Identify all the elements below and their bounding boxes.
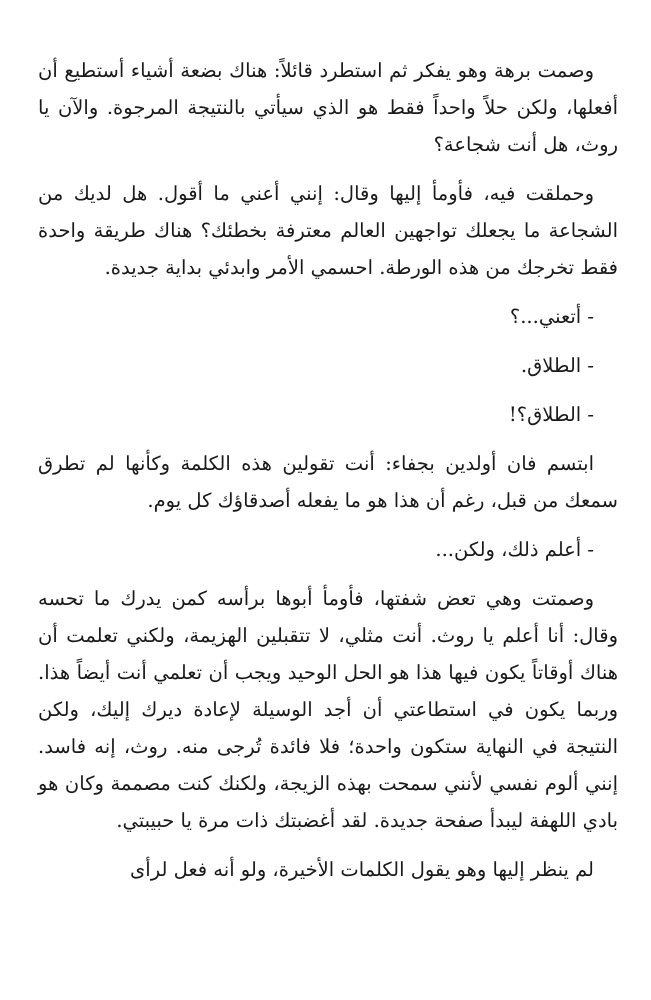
dialogue-line: - أعلم ذلك، ولكن... xyxy=(435,538,594,561)
book-page xyxy=(38,52,618,900)
dialogue-line: - الطلاق. xyxy=(520,354,594,377)
dialogue-line: - أتعني...؟ xyxy=(509,305,594,328)
dialogue-line: - الطلاق؟! xyxy=(508,403,594,426)
paragraph: ابتسم فان أولدين بجفاء: أنت تقولين هذه الكلمة وكأنها لم تطرق سمعك من قبل، رغم أن هذا هو ما يفعله أصدقاؤك كل يوم. xyxy=(38,452,618,512)
paragraph: لم ينظر إليها وهو يقول الكلمات الأخيرة، ولو أنه فعل لرأى xyxy=(130,858,594,881)
paragraph: وحملقت فيه، فأومأ إليها وقال: إنني أعني ما أقول. هل لديك من الشجاعة ما يجعلك تواجهين العالم معترفة بخطئك؟ هناك طريقة واحدة فقط تخرجك من هذه الورطة. احسمي الأمر وابدئي بداية جديدة. xyxy=(38,182,618,279)
paragraph: وصمتت وهي تعض شفتها، فأومأ أبوها برأسه كمن يدرك ما تحسه وقال: أنا أعلم يا روث. أنت مثلي، لا تتقبلين الهزيمة، ولكني تعلمت أن هناك أوقاتاً يكون فيها هذا هو الحل الوحيد ويجب أن تعلمي أنت أيضاً هذا. وربما يكون في استطاعتي أن أجد الوسيلة لإعادة ديرك إليك، ولكن النتيجة في النهاية ستكون واحدة؛ فلا فائدة تُرجى منه. روث، إنه فاسد. إنني ألوم نفسي لأنني سمحت بهذه الزيجة، ولكنك كنت مصممة وكان هو بادي اللهفة ليبدأ صفحة جديدة. لقد أغضبتك ذات مرة يا حبيبتي. xyxy=(38,587,618,832)
paragraph: وصمت برهة وهو يفكر ثم استطرد قائلاً: هناك بضعة أشياء أستطيع أن أفعلها، ولكن حلاً واحداً فقط هو الذي سيأتي بالنتيجة المرجوة. والآن يا روث، هل أنت شجاعة؟ xyxy=(38,59,618,156)
